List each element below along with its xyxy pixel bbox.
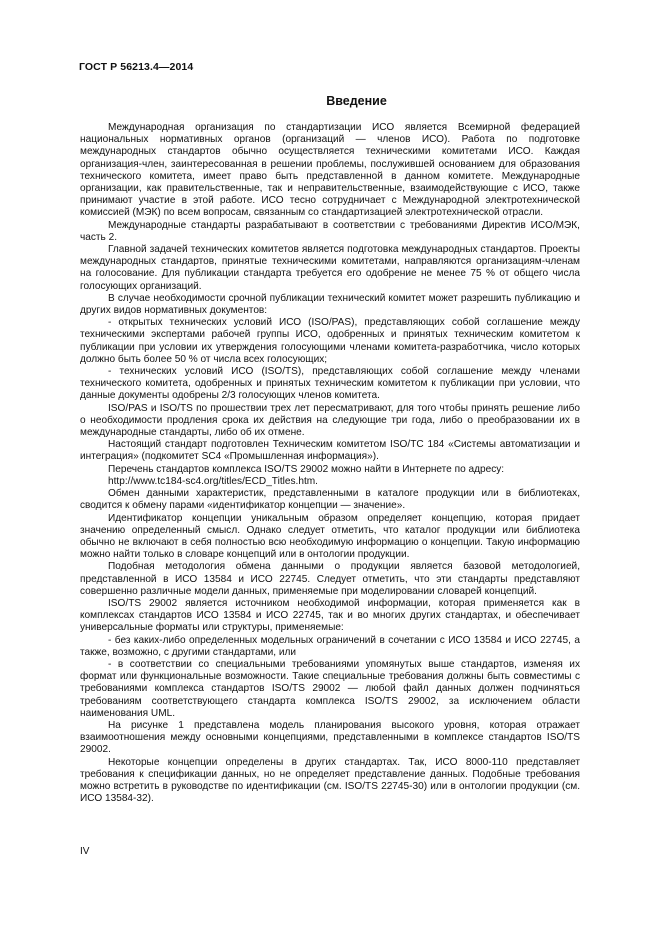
- paragraph: Обмен данными характеристик, представленными в каталоге продукции или в библиотеках, сводится к обмену парами «идентификатор концепции — значение».: [80, 488, 580, 512]
- list-item: - открытых технических условий ИСО (ISO/PAS), представляющих собой соглашение между техническими экспертами рабочей группы ИСО, одобренных и принятых техническим комитетом к публикации при условии их утверждения голосующими членами комитета-разработчика, число которых должно быть более 50 % от числа всех голосующих;: [80, 317, 580, 365]
- paragraph: Идентификатор концепции уникальным образом определяет концепцию, которая придает значению определенный смысл. Однако следует отметить, что каталог продукции или библиотека обычно не включают в себя полностью всю необходимую информацию о концепции. Такую информацию можно найти только в словаре концепций или в онтологии продукции.: [80, 512, 580, 561]
- paragraph: ISO/TS 29002 является источником необходимой информации, которая применяется как в комплексах стандартов ИСО 13584 и ИСО 22745, так и во многих других стандартах, и обеспечивает универсальные форматы или структуры, применяемые:: [80, 597, 580, 634]
- section-title: Введение: [326, 94, 387, 108]
- list-item: - технических условий ИСО (ISO/TS), представляющих собой соглашение между членами технического комитета, одобренных и принятых техническим комитетом к публикации при условии, что данные документы одобрены 2/3 голосующих членов комитета.: [80, 366, 580, 402]
- paragraph: Подобная методология обмена данными о продукции является базовой методологией, представленной в ИСО 13584 и ИСО 22745. Следует отметить, что эти стандарты представляют совершенно различные модели данных, применяемые при моделировании словарей концепций.: [80, 561, 580, 597]
- paragraph: Международные стандарты разрабатывают в соответствии с требованиями Директив ИСО/МЭК, часть 2.: [80, 219, 580, 243]
- url-link[interactable]: http://www.tc184-sc4.org/titles/ECD_Titles.htm.: [108, 475, 318, 487]
- standard-header: ГОСТ Р 56213.4—2014: [79, 61, 194, 73]
- paragraph: Международная организация по стандартизации ИСО является Всемирной федерацией национальных нормативных органов (организаций — членов ИСО). Работа по подготовке международных стандартов обычно осуществляется техническими комитетами ИСО. Каждая организация-член, заинтересованная в решении проблемы, послужившей основанием для образования технического комитета, имеет право быть представленной в данном комитете. Международные организации, как правительственные, так и неправительственные, взаимодействующие с ИСО, также принимают участие в этой работе. ИСО тесно сотрудничает с Международной электротехнической комиссией (МЭК) по всем вопросам, связанным со стандартизацией электротехнической отрасли.: [80, 122, 580, 219]
- paragraph: Настоящий стандарт подготовлен Техническим комитетом ISO/TC 184 «Системы автоматизации и интеграция» (подкомитет SC4 «Промышленная информация»).: [80, 439, 580, 463]
- list-item: - в соответствии со специальными требованиями упомянутых выше стандартов, изменяя их формат или функциональные возможности. Такие специальные требования должны быть совместимы с требованиями комплекса стандартов ISO/TS 29002 — любой файл данных должен подчиняться требованиям соответствующего стандарта комплекса ISO/TS 29002, за исключением области наименования UML.: [80, 658, 580, 719]
- paragraph: ISO/PAS и ISO/TS по прошествии трех лет пересматривают, для того чтобы принять решение либо о необходимости продления срока их действия на следующие три года, либо о преобразовании их в международные стандарты, либо об их отмене.: [80, 402, 580, 439]
- paragraph: В случае необходимости срочной публикации технический комитет может разрешить публикацию и других видов нормативных документов:: [80, 292, 580, 317]
- page-number: IV: [80, 846, 90, 857]
- paragraph: Некоторые концепции определены в других стандартах. Так, ИСО 8000-110 представляет требования к спецификации данных, но не определяет представление данных. Подобные требования можно встретить в руководстве по идентификации (см. ISO/TS 22745-30) или в онтологии продукции (см. ИСО 13584-32).: [80, 756, 580, 805]
- body-text: [80, 122, 580, 805]
- paragraph: Главной задачей технических комитетов является подготовка международных стандартов. Проекты международных стандартов, принятые техническими комитетами, направляются организациям-членам на голосование. Для публикации стандарта требуется его одобрение не менее 75 % от общего числа голосующих организаций.: [80, 244, 580, 292]
- paragraph: Перечень стандартов комплекса ISO/TS 29002 можно найти в Интернете по адресу:: [108, 463, 505, 475]
- paragraph: На рисунке 1 представлена модель планирования высокого уровня, которая отражает взаимоотношения между основными концепциями, представленными в комплексе стандартов ISO/TS 29002.: [80, 719, 580, 756]
- list-item: - без каких-либо определенных модельных ограничений в сочетании с ИСО 13584 и ИСО 22745, а также, возможно, с другими стандартами, или: [80, 634, 580, 658]
